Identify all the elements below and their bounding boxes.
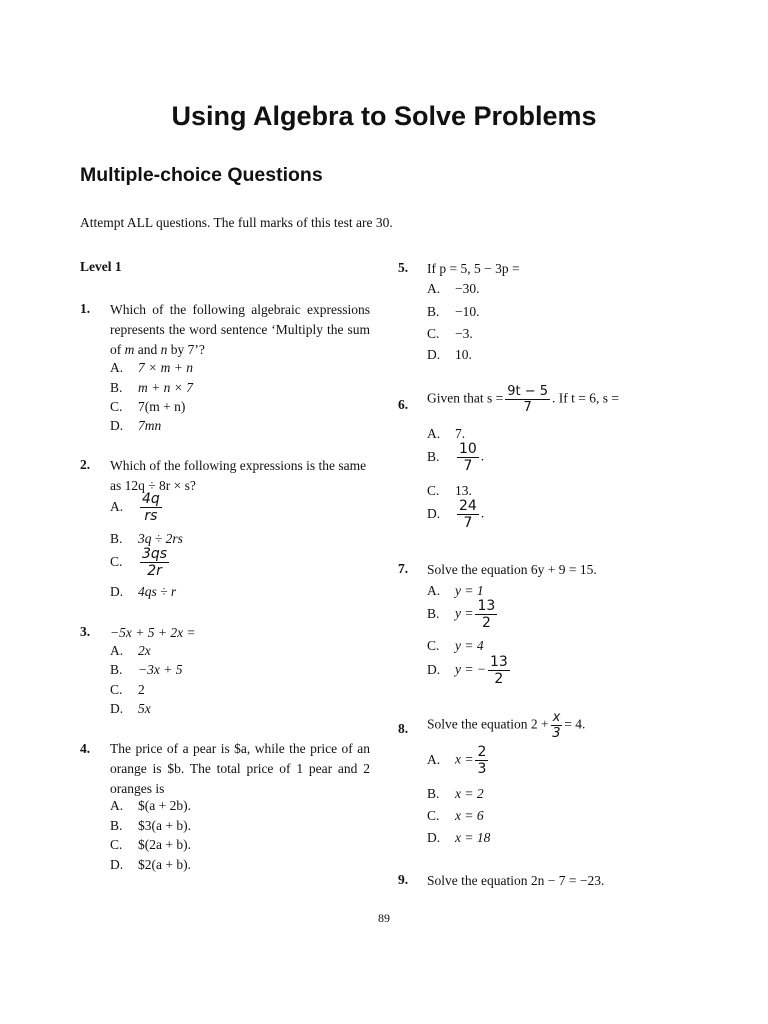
option-b[interactable]: B. x = 2 [427,786,484,801]
option-b[interactable]: B. 3q ÷ 2rs [110,531,183,546]
option-c[interactable]: C. 2 [110,682,145,697]
option-b[interactable]: B. y = $\frac{13}{2}$ [427,598,496,631]
question-number: 7. [398,561,409,576]
option-b[interactable]: B. −3x + 5 [110,662,183,677]
option-d[interactable]: D. y = − $\frac{13}{2}$ [427,654,508,687]
option-b[interactable]: B. −10. [427,304,480,319]
question-stem: Given that s = $\frac{9t - 5}{7}$ . If t = 6, s = [427,384,620,415]
option-a[interactable]: A. y = 1 [427,583,484,598]
option-a[interactable]: A. $(a + 2b). [110,798,191,813]
option-c[interactable]: C. $(2a + b). [110,837,191,852]
question-stem: If p = 5, 5 − 3p = [427,261,520,276]
question-number: 2. [80,457,91,472]
instructions: Attempt ALL questions. The full marks of this test are 30. [80,215,393,230]
option-a[interactable]: A. −30. [427,281,480,296]
fraction: $\frac{9t - 5}{7}$ [507,384,549,415]
question-stem: Which of the following algebraic expressions represents the word sentence ‘Multiply the sum of m and n by 7’? [110,302,370,357]
question-stem: Which of the following expressions is the same as 12q ÷ 8r × s? [110,458,367,493]
option-c[interactable]: C. −3. [427,326,473,341]
option-a[interactable]: A. 7 × m + n [110,360,193,375]
fraction: $\frac{4q}{rs}$ [142,491,160,524]
option-c[interactable]: C. x = 6 [427,808,484,823]
fraction: $\frac{2}{3}$ [477,744,487,777]
section-heading: Multiple-choice Questions [80,164,323,186]
question-stem: −5x + 5 + 2x = [110,625,196,640]
question-number: 1. [80,301,91,316]
option-c[interactable]: C. 7(m + n) [110,399,186,414]
option-d[interactable]: D. $2(a + b). [110,857,191,872]
fraction: $\frac{13}{2}$ [489,654,508,687]
option-a[interactable]: A. $\frac{4q}{rs}$ [110,491,160,524]
option-d[interactable]: D. $\frac{24}{7}$ . [427,498,485,531]
fraction: $\frac{24}{7}$ [459,498,477,531]
level-heading: Level 1 [80,259,122,274]
question-number: 3. [80,624,91,639]
question-number: 6. [398,397,409,412]
question-stem: The price of a pear is $a, while the price of an orange is $b. The total price of 1 pear and 2 oranges is [110,741,370,796]
question-number: 8. [398,721,409,736]
question-stem: Solve the equation 2 + $\frac{x}{3}$ = 4. [427,710,586,741]
option-c[interactable]: C. y = 4 [427,638,484,653]
option-a[interactable]: A. 7. [427,426,466,441]
fraction: $\frac{13}{2}$ [477,598,496,631]
option-d[interactable]: D. 10. [427,347,472,362]
fraction: $\frac{x}{3}$ [552,710,561,741]
fraction: $\frac{10}{7}$ [459,441,477,474]
option-c[interactable]: C. $\frac{3qs}{2r}$ [110,546,168,579]
question-stem: Solve the equation 2n − 7 = −23. [427,873,605,888]
option-b[interactable]: B. m + n × 7 [110,380,193,395]
fraction: $\frac{3qs}{2r}$ [142,546,168,579]
option-d[interactable]: D. x = 18 [427,830,491,845]
question-number: 5. [398,260,409,275]
question-stem: Solve the equation 6y + 9 = 15. [427,562,597,577]
option-a[interactable]: A. x = $\frac{2}{3}$ [427,744,487,777]
option-c[interactable]: C. 13. [427,483,472,498]
question-number: 9. [398,872,409,887]
question-number: 4. [80,741,91,756]
option-a[interactable]: A. 2x [110,643,151,658]
page-number: 89 [378,911,390,925]
option-d[interactable]: D. 4qs ÷ r [110,584,177,599]
option-d[interactable]: D. 5x [110,701,151,716]
option-d[interactable]: D. 7mn [110,418,162,433]
option-b[interactable]: B. $\frac{10}{7}$ . [427,441,485,474]
option-b[interactable]: B. $3(a + b). [110,818,191,833]
page-title: Using Algebra to Solve Problems [171,101,597,131]
